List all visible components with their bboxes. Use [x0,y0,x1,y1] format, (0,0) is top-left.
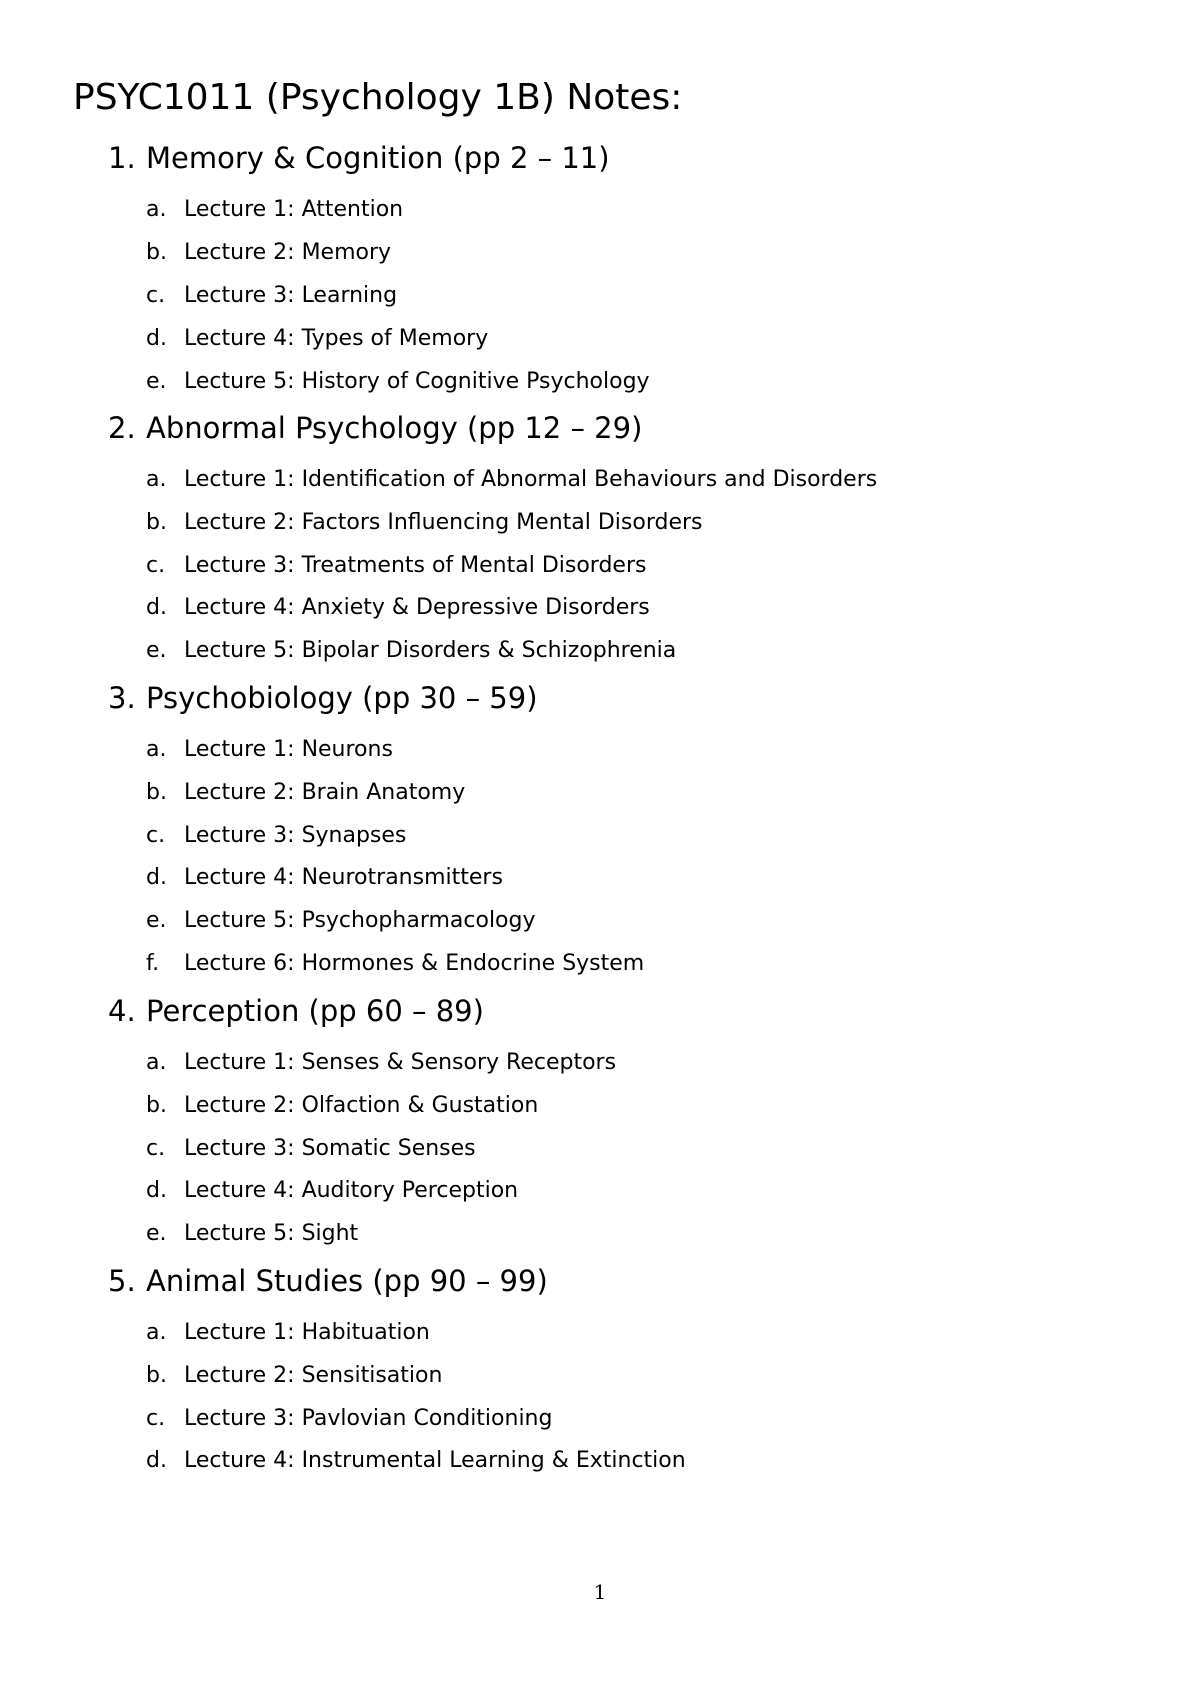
section-heading [108,991,484,1031]
item-text: Lecture 2: Factors Influencing Mental Disorders [184,510,703,535]
list-item [146,507,703,539]
list-item [146,1317,430,1349]
item-text: Lecture 2: Olfaction & Gustation [184,1093,539,1118]
section-number: 1. [108,141,136,175]
section-number: 5. [108,1264,136,1298]
section-title: Perception (pp 60 – 89) [146,994,484,1028]
item-letter: a. [146,197,167,222]
item-letter: e. [146,1221,167,1246]
list-item [146,635,676,667]
item-text: Lecture 2: Memory [184,240,392,265]
item-text: Lecture 1: Identification of Abnormal Behaviours and Disorders [184,467,878,492]
item-letter: d. [146,595,167,620]
section-heading [108,138,610,178]
item-text: Lecture 3: Treatments of Mental Disorders [184,553,647,578]
list-item [146,323,488,355]
list-item [146,862,503,894]
list-item [146,905,536,937]
item-text: Lecture 4: Auditory Perception [184,1178,519,1203]
item-text: Lecture 3: Pavlovian Conditioning [184,1406,553,1431]
item-text: Lecture 4: Anxiety & Depressive Disorders [184,595,650,620]
section-number: 4. [108,994,136,1028]
page-number: 1 [593,1580,607,1604]
item-letter: e. [146,369,167,394]
section-title: Abnormal Psychology (pp 12 – 29) [146,411,643,445]
item-text: Lecture 5: Psychopharmacology [184,908,536,933]
list-item [146,1360,442,1392]
item-letter: d. [146,1448,167,1473]
list-item [146,1133,476,1165]
item-text: Lecture 1: Habituation [184,1320,430,1345]
section-number: 2. [108,411,136,445]
item-letter: b. [146,1363,167,1388]
list-item [146,592,650,624]
item-text: Lecture 3: Synapses [184,823,407,848]
item-text: Lecture 4: Types of Memory [184,326,489,351]
section-title: Psychobiology (pp 30 – 59) [146,681,538,715]
list-item [146,1403,552,1435]
item-text: Lecture 3: Somatic Senses [184,1136,476,1161]
list-item [146,366,650,398]
item-text: Lecture 1: Attention [184,197,404,222]
item-letter: b. [146,780,167,805]
item-text: Lecture 1: Senses & Sensory Receptors [184,1050,617,1075]
list-item [146,948,644,980]
document-title: PSYC1011 (Psychology 1B) Notes: [73,77,683,118]
item-letter: f. [146,951,160,976]
section-title: Animal Studies (pp 90 – 99) [146,1264,548,1298]
item-letter: b. [146,1093,167,1118]
list-item [146,1047,616,1079]
item-letter: d. [146,326,167,351]
item-text: Lecture 5: Sight [184,1221,359,1246]
item-letter: e. [146,908,167,933]
item-letter: c. [146,1406,166,1431]
list-item [146,777,465,809]
item-letter: c. [146,823,166,848]
list-item [146,280,397,312]
section-heading [108,678,538,718]
section-heading [108,1261,548,1301]
item-text: Lecture 1: Neurons [184,737,393,762]
item-letter: c. [146,283,166,308]
list-item [146,1175,518,1207]
list-item [146,464,877,496]
item-letter: c. [146,553,166,578]
item-letter: c. [146,1136,166,1161]
item-letter: a. [146,1320,167,1345]
item-letter: a. [146,467,167,492]
list-item [146,237,391,269]
item-letter: d. [146,1178,167,1203]
item-letter: b. [146,240,167,265]
list-item [146,1090,538,1122]
item-letter: d. [146,865,167,890]
item-text: Lecture 5: Bipolar Disorders & Schizophrenia [184,638,677,663]
item-text: Lecture 4: Instrumental Learning & Extinction [184,1448,686,1473]
list-item [146,820,406,852]
section-heading [108,408,642,448]
item-text: Lecture 2: Brain Anatomy [184,780,466,805]
item-text: Lecture 4: Neurotransmitters [184,865,503,890]
item-letter: b. [146,510,167,535]
item-text: Lecture 3: Learning [184,283,398,308]
list-item [146,734,393,766]
section-number: 3. [108,681,136,715]
list-item [146,550,646,582]
item-text: Lecture 6: Hormones & Endocrine System [184,951,645,976]
list-item [146,1445,686,1477]
item-letter: a. [146,1050,167,1075]
item-text: Lecture 2: Sensitisation [184,1363,443,1388]
list-item [146,194,403,226]
list-item [146,1218,358,1250]
section-title: Memory & Cognition (pp 2 – 11) [146,141,610,175]
item-letter: e. [146,638,167,663]
item-letter: a. [146,737,167,762]
item-text: Lecture 5: History of Cognitive Psychology [184,369,650,394]
